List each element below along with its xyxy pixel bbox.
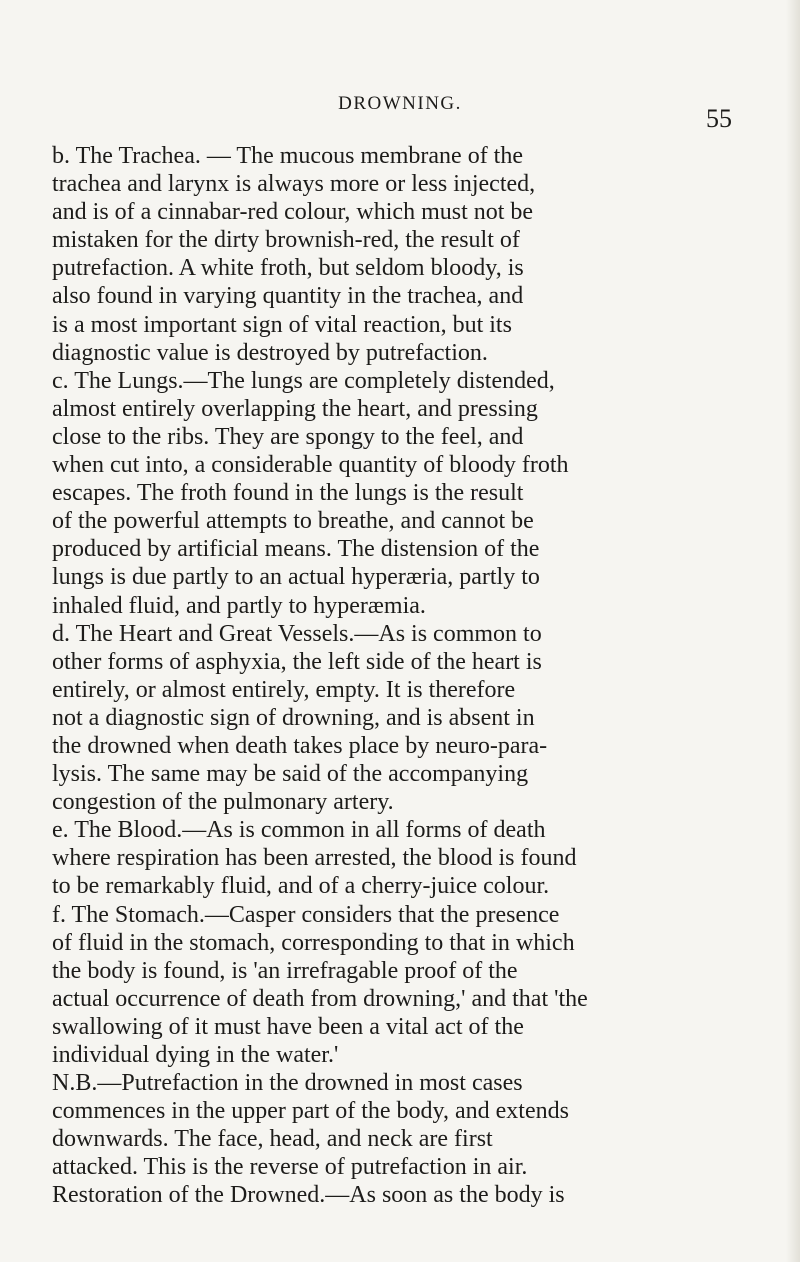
text-line: b. The Trachea. — The mucous membrane of the [52,143,523,169]
text-line: where respiration has been arrested, the blood is found [52,845,577,872]
body-text [52,142,714,1210]
text-line: N.B.—Putrefaction in the drowned in most cases [52,1070,523,1097]
text-line: Restoration of the Drowned.—As soon as the body is [52,1182,565,1209]
text-line: is a most important sign of vital reaction, but its [52,311,512,338]
text-line: the drowned when death takes place by neuro-para- [52,732,548,759]
text-line: inhaled fluid, and partly to hyperæmia. [52,592,426,619]
text-line: entirely, or almost entirely, empty. It is therefore [52,676,516,703]
text-line: downwards. The face, head, and neck are first [52,1126,493,1153]
page-number: 55 [706,104,732,133]
text-line: mistaken for the dirty brownish-red, the result of [52,227,520,254]
text-line: almost entirely overlapping the heart, and pressing [52,395,538,422]
text-line: commences in the upper part of the body, and extends [52,1098,569,1125]
text-line: and is of a cinnabar-red colour, which must not be [52,199,534,226]
running-head: DROWNING. [338,93,462,114]
text-line: trachea and larynx is always more or less injected, [52,171,536,198]
text-line: e. The Blood.—As is common in all forms of death [52,817,546,844]
text-line: individual dying in the water.' [52,1042,339,1068]
text-line: produced by artificial means. The distension of the [52,536,540,563]
text-line: actual occurrence of death from drowning,' and that 'the [52,985,588,1012]
text-line: c. The Lungs.—The lungs are completely distended, [52,367,555,394]
text-line: putrefaction. A white froth, but seldom bloody, is [52,255,524,282]
text-line: attacked. This is the reverse of putrefaction in air. [52,1154,528,1181]
page-edge [786,0,800,1262]
text-line: not a diagnostic sign of drowning, and is absent in [52,704,535,731]
text-line: congestion of the pulmonary artery. [52,789,394,816]
text-line: to be remarkably fluid, and of a cherry-juice colour. [52,873,550,900]
text-line: lungs is due partly to an actual hyperæria, partly to [52,564,540,591]
text-line: the body is found, is 'an irrefragable proof of the [52,957,518,984]
text-line: close to the ribs. They are spongy to the feel, and [52,423,524,450]
text-line: lysis. The same may be said of the accompanying [52,761,529,788]
text-line: of fluid in the stomach, corresponding to that in which [52,929,575,956]
text-line: escapes. The froth found in the lungs is the result [52,480,524,507]
text-line: also found in varying quantity in the trachea, and [52,283,524,310]
text-line: d. The Heart and Great Vessels.—As is common to [52,620,542,647]
text-line: when cut into, a considerable quantity of bloody froth [52,452,569,479]
text-line: f. The Stomach.—Casper considers that the presence [52,901,560,928]
text-line: of the powerful attempts to breathe, and cannot be [52,508,534,535]
text-line: swallowing of it must have been a vital act of the [52,1013,524,1040]
text-line: diagnostic value is destroyed by putrefaction. [52,339,488,366]
text-line: other forms of asphyxia, the left side of the heart is [52,648,542,675]
